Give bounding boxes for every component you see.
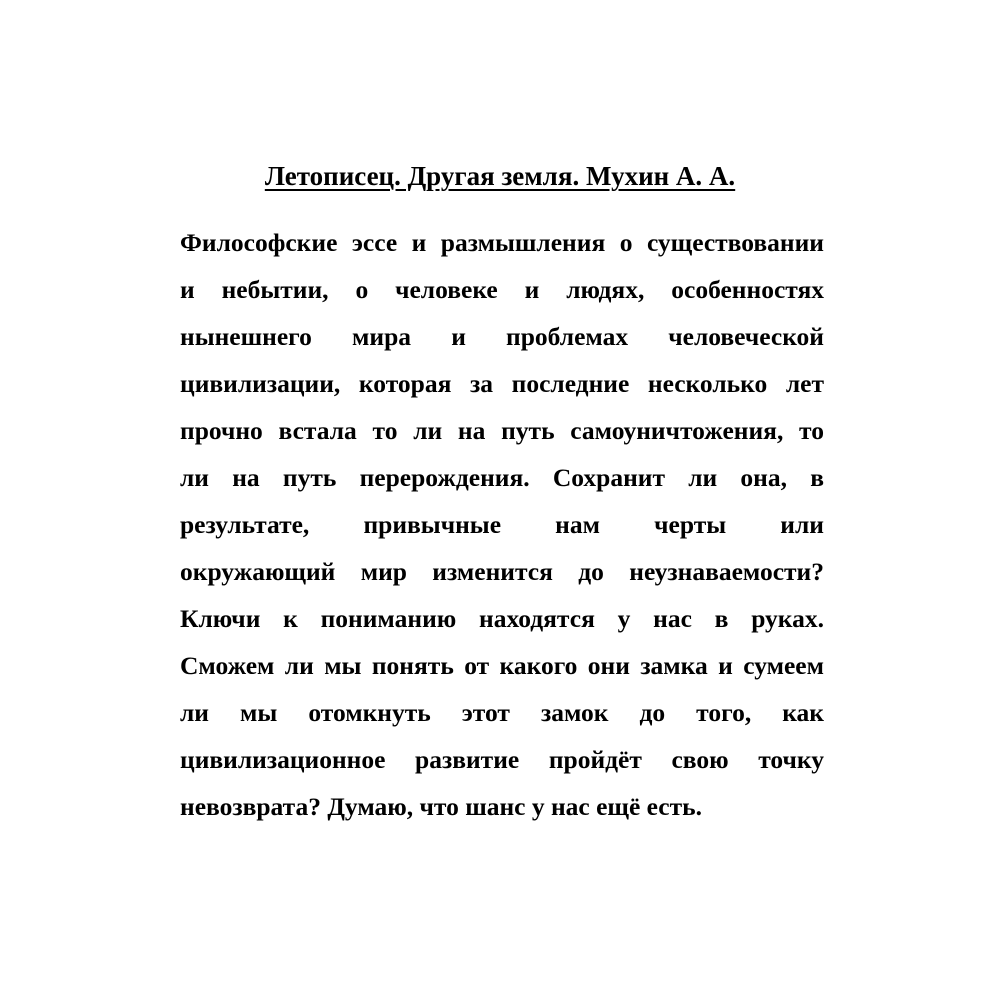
body-line: и небытии, о человеке и людях, особенностях bbox=[180, 275, 824, 304]
body-line: ли мы отомкнуть этот замок до того, как bbox=[180, 698, 824, 727]
document-title: Летописец. Другая земля. Мухин А. А. bbox=[264, 161, 736, 191]
body-line: результате, привычные нам черты или bbox=[180, 510, 824, 539]
body-line: нынешнего мира и проблемах человеческой bbox=[180, 322, 824, 351]
body-line: цивилизации, которая за последние несколько лет bbox=[180, 369, 824, 398]
body-line: невозврата? Думаю, что шанс у нас ещё есть. bbox=[180, 792, 702, 821]
body-line: Философские эссе и размышления о существовании bbox=[180, 228, 824, 257]
body-line: окружающий мир изменится до неузнаваемости? bbox=[180, 557, 824, 586]
document-body bbox=[180, 219, 824, 830]
body-line: цивилизационное развитие пройдёт свою точку bbox=[180, 745, 824, 774]
body-line: ли на путь перерождения. Сохранит ли она, в bbox=[180, 463, 824, 492]
body-line: Сможем ли мы понять от какого они замка и сумеем bbox=[180, 651, 824, 680]
body-line: прочно встала то ли на путь самоуничтожения, то bbox=[180, 416, 824, 445]
body-line: Ключи к пониманию находятся у нас в руках. bbox=[180, 604, 824, 633]
